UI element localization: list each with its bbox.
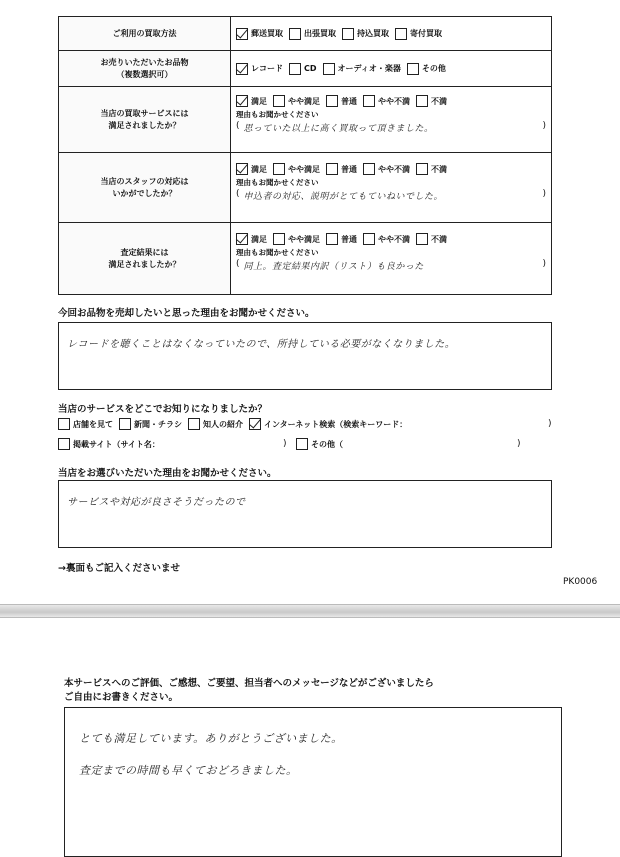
option-somewhat-satisfied[interactable]: やや満足 [273,233,320,245]
sell-reason-box[interactable] [58,322,552,390]
checkbox[interactable] [273,95,285,107]
checkbox[interactable] [296,438,308,450]
checkbox[interactable] [416,233,428,245]
option-bring[interactable]: 持込買取 [342,28,389,40]
option-newspaper[interactable]: 新聞・チラシ [119,418,182,430]
reason-field[interactable]: ( 思っていた以上に高く買取って頂きました。 ) [236,121,546,134]
option-normal[interactable]: 普通 [326,163,357,175]
checkbox-checked[interactable] [236,28,248,40]
question-cell [59,17,231,51]
checkbox[interactable] [326,233,338,245]
question-cell [59,223,231,295]
checkbox-checked[interactable] [236,233,248,245]
option-audio[interactable]: オーディオ・楽器 [323,63,401,75]
checkbox[interactable] [289,63,301,75]
option-normal[interactable]: 普通 [326,233,357,245]
page2-intro-line1: 本サービスへのご評価、ご感想、ご要望、担当者へのメッセージなどがございましたら [64,678,434,689]
how-known-options-row2 [58,438,166,450]
question-text: 当店のスタッフの対応は [100,176,189,186]
question-text: いかがでしたか？ [112,188,177,198]
checkbox[interactable] [58,418,70,430]
form-code: PK0006 [563,577,598,587]
checkbox[interactable] [273,233,285,245]
checkbox[interactable] [326,95,338,107]
survey-row-purchase-method [59,17,552,51]
option-somewhat-dissatisfied[interactable]: やや不満 [363,233,410,245]
question-text: 査定結果には [120,247,169,257]
survey-row-items [59,51,552,87]
option-cd[interactable]: CD [289,63,317,75]
option-store[interactable]: 店舗を見て [58,418,113,430]
answer-cell [231,153,552,223]
checkbox[interactable] [363,95,375,107]
option-donate[interactable]: 寄付買取 [395,28,442,40]
reason-handwriting: 申込者の対応、説明がとてもていねいでした。 [243,192,444,202]
how-known-options-row1 [58,418,413,430]
back-side-note: →裏面もご記入くださいませ [58,563,180,574]
checkbox-checked[interactable] [236,95,248,107]
checkbox[interactable] [363,233,375,245]
how-known-options-row2b [296,438,349,450]
checkbox[interactable] [58,438,70,450]
checkbox[interactable] [273,163,285,175]
checkbox-checked[interactable] [236,63,248,75]
option-other[interactable]: その他 [407,63,446,75]
page2-intro-line2: ご自由にお書きください。 [64,692,179,703]
answer-cell [231,87,552,153]
option-dissatisfied[interactable]: 不満 [416,163,447,175]
paren-close: ) [517,439,521,449]
question-cell [59,87,231,153]
reason-handwriting: 同上。査定結果内訳（リスト）も良かった [243,262,424,272]
checkbox[interactable] [326,163,338,175]
survey-row-service [59,87,552,153]
checkbox[interactable] [342,28,354,40]
answer-cell [231,51,552,87]
option-somewhat-dissatisfied[interactable]: やや不満 [363,163,410,175]
checkbox[interactable] [416,95,428,107]
reason-field[interactable]: ( 同上。査定結果内訳（リスト）も良かった ) [236,259,546,272]
option-dissatisfied[interactable]: 不満 [416,95,447,107]
option-visit[interactable]: 出張買取 [289,28,336,40]
option-mail[interactable]: 郵送買取 [236,28,283,40]
reason-handwriting: 思っていた以上に高く買取って頂きました。 [243,124,434,134]
answer-cell [231,223,552,295]
answer-cell [231,17,552,51]
checkbox[interactable] [323,63,335,75]
choose-reason-title: 当店をお選びいただいた理由をお聞かせください。 [58,468,277,479]
checkbox-checked[interactable] [249,418,261,430]
checkbox[interactable] [119,418,131,430]
option-satisfied[interactable]: 満足 [236,95,267,107]
option-somewhat-satisfied[interactable]: やや満足 [273,163,320,175]
survey-row-result [59,223,552,295]
checkbox-checked[interactable] [236,163,248,175]
paren-close: ) [548,419,552,429]
option-normal[interactable]: 普通 [326,95,357,107]
comments-box[interactable] [64,707,562,857]
comments-line-1: とても満足しています。ありがとうございました。 [79,732,343,745]
option-satisfied[interactable]: 満足 [236,233,267,245]
checkbox[interactable] [407,63,419,75]
question-text: 満足されましたか？ [108,259,181,269]
checkbox[interactable] [395,28,407,40]
option-referral[interactable]: 知人の紹介 [188,418,243,430]
question-text: 当店の買取サービスには [100,108,189,118]
option-satisfied[interactable]: 満足 [236,163,267,175]
choose-reason-handwriting: サービスや対応が良さそうだったので [67,497,246,508]
reason-label: 理由もお聞かせください [236,178,319,187]
reason-label: 理由もお聞かせください [236,110,319,119]
checkbox[interactable] [363,163,375,175]
page-divider [0,604,620,618]
reason-field[interactable]: ( 申込者の対応、説明がとてもていねいでした。 ) [236,189,546,202]
how-known-title: 当店のサービスをどこでお知りになりましたか？ [58,404,268,415]
comments-line-2: 査定までの時間も早くておどろきました。 [79,764,298,777]
checkbox[interactable] [416,163,428,175]
survey-row-staff [59,153,552,223]
reason-label: 理由もお聞かせください [236,248,319,257]
option-other-source[interactable]: その他（ [296,438,343,450]
checkbox[interactable] [289,28,301,40]
option-dissatisfied[interactable]: 不満 [416,233,447,245]
option-record[interactable]: レコード [236,63,283,75]
choose-reason-box[interactable] [58,480,552,548]
survey-table [58,16,552,295]
question-cell [59,153,231,223]
option-internet[interactable]: インターネット検索（検索キーワード： [249,418,407,430]
sell-reason-handwriting: レコードを聴くことはなくなっていたので、所持している必要がなくなりました。 [67,339,456,350]
checkbox[interactable] [188,418,200,430]
question-cell [59,51,231,87]
sell-reason-title: 今回お品物を売却したいと思った理由をお聞かせください。 [58,308,315,319]
option-listing-site[interactable]: 掲載サイト（サイト名： [58,438,160,450]
question-text: お売りいただいたお品物 [100,57,189,67]
question-text: 満足されましたか？ [108,120,181,130]
question-text: （複数選択可） [116,69,173,79]
paren-close: ) [283,439,287,449]
option-somewhat-dissatisfied[interactable]: やや不満 [363,95,410,107]
question-text: ご利用の買取方法 [112,28,177,38]
option-somewhat-satisfied[interactable]: やや満足 [273,95,320,107]
